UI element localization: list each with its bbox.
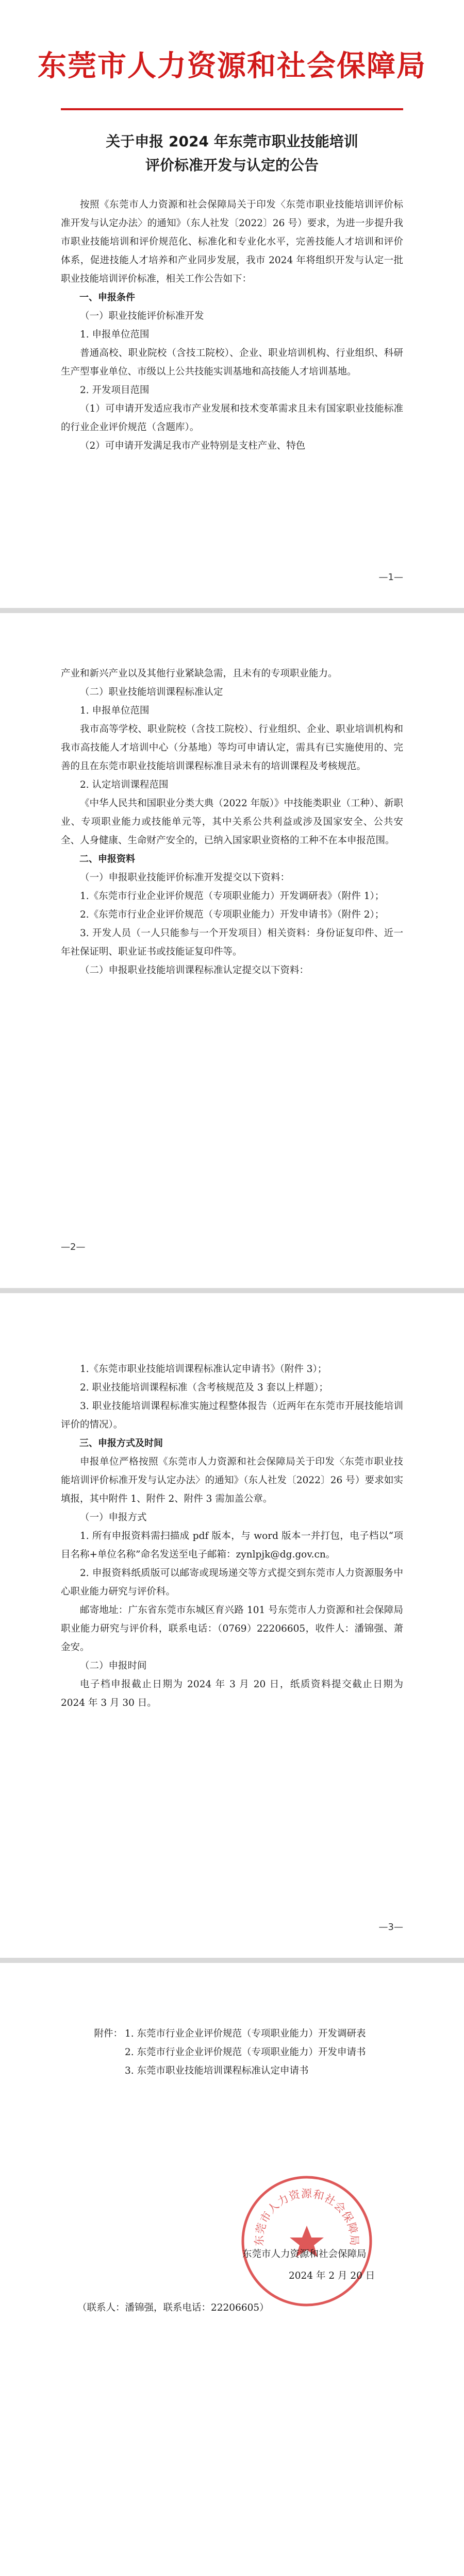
subsection-heading: （一）职业技能评价标准开发 [80,311,204,321]
page-number: —3— [378,1922,403,1933]
page-2-body [61,665,403,980]
subsection-heading: （二）申报职业技能培训课程标准认定提交以下资料： [80,965,309,976]
page-3 [0,1293,464,1958]
paragraph: 2.《东莞市行业企业评价规范（专项职业能力）开发申请书》（附件 2）； [80,909,385,920]
paragraph: 电子档申报截止日期为 2024 年 3 月 20 日，纸质资料提交截止日期为 2024 年 3 月 30 日。 [61,1679,403,1708]
red-separator-line [61,108,403,110]
title-line-2: 评价标准开发与认定的公告 [145,157,319,174]
item-heading: 2. 认定培训课程范围 [80,779,169,790]
item-heading: 2. 开发项目范围 [80,385,150,396]
attachment-item-2: 2. 东莞市行业企业评价规范（专项职业能力）开发申请书 [125,2047,366,2058]
document-title [61,130,403,177]
page-1-body [61,196,403,455]
attachment-item-1: 1. 东莞市行业企业评价规范（专项职业能力）开发调研表 [125,2028,366,2039]
signature-date: 2024 年 2 月 20 日 [289,2270,375,2281]
paragraph: 邮寄地址：广东省东莞市东城区育兴路 101 号东莞市人力资源和社会保障局职业能力研究与评价科，联系电话：（0769）22206605，收件人：潘锦强、萧金安。 [61,1605,403,1653]
section-heading-3: 三、申报方式及时间 [79,1438,163,1449]
page-number: —2— [61,1242,86,1252]
signature-org: 东莞市人力资源和社会保障局 [242,2249,367,2260]
page-2 [0,613,464,1288]
subsection-heading: （一）申报职业技能评价标准开发提交以下资料： [80,872,290,883]
official-seal [237,2172,376,2311]
page-4 [0,1963,464,2576]
page-1 [0,0,464,608]
paragraph: 我市高等学校、职业院校（含技工院校）、行业组织、企业、职业培训机构和我市高技能人才培训中心（分基地）等均可申请认定，需具有已实施使用的、完善的且在东莞市职业技能培训课程标准目录未有的培训课程及考核规范。 [61,724,403,772]
paragraph: 1.《东莞市行业企业评价规范（专项职业能力）开发调研表》（附件 1）； [80,891,385,902]
paragraph: （2）可申请开发满足我市产业特别是支柱产业、特色 [80,440,306,451]
item-heading: 1. 申报单位范围 [80,705,150,716]
seal-text: 东莞市人力资源和社会保障局 [253,2188,361,2246]
section-heading-1: 一、申报条件 [79,292,135,303]
paragraph: 1.《东莞市职业技能培训课程标准认定申请书》（附件 3）； [80,1364,327,1375]
paragraph: 2. 职业技能培训课程标准（含考核规范及 3 套以上样题）； [80,1382,328,1393]
attachments-label: 附件： [94,2028,123,2039]
paragraph: （1）可申请开发适应我市产业发展和技术变革需求且未有国家职业技能标准的行业企业评价规范（含题库）。 [61,403,403,433]
paragraph: 3. 开发人员（一人只能参与一个开发项目）相关资料：身份证复印件、近一年社保证明、职业证书或技能证复印件等。 [61,928,403,957]
contact-info: （联系人：潘锦强，联系电话：22206605） [77,2302,269,2313]
paragraph: 产业和新兴产业以及其他行业紧缺急需，且未有的专项职业能力。 [61,668,338,679]
document-org-header: 东莞市人力资源和社会保障局 [38,49,426,83]
paragraph: 申报单位严格按照《东莞市人力资源和社会保障局关于印发〈东莞市职业技能培训评价标准开发与认定办法〉的通知》（东人社发〔2022〕26 号）要求如实填报，其中附件 1、附件 2、附件 3 需加盖公章。 [61,1456,403,1504]
paragraph: 1. 所有申报资料需扫描成 pdf 版本，与 word 版本一并打包，电子档以“项目名称+单位名称”命名发送至电子邮箱：zynlpjk@dg.gov.cn。 [61,1531,403,1560]
paragraph: 《中华人民共和国职业分类大典（2022 年版）》中技能类职业（工种）、新职业、专项职业能力或技能单元等，其中关系公共利益或涉及国家安全、公共安全、人身健康、生命财产安全的，已纳入国家职业资格的工种不在本申报范围。 [61,798,403,846]
attachment-list [61,2025,403,2080]
attachment-item-3: 3. 东莞市职业技能培训课程标准认定申请书 [125,2065,309,2076]
title-line-1: 关于申报 2024 年东莞市职业技能培训 [106,133,358,150]
attachments-block [61,2025,403,2080]
subsection-heading: （一）申报方式 [80,1512,147,1523]
paragraph: 普通高校、职业院校（含技工院校）、企业、职业培训机构、行业组织、科研生产型事业单位、市级以上公共技能实训基地和高技能人才培训基地。 [61,348,403,377]
page-3-body [61,1360,403,1713]
paragraph: 2. 申报资料纸质版可以邮寄或现场递交等方式提交到东莞市人力资源服务中心职业能力研究与评价科。 [61,1568,403,1597]
item-heading: 1. 申报单位范围 [80,329,150,340]
paragraph: 3. 职业技能培训课程标准实施过程整体报告（近两年在东莞市开展技能培训评价的情况）。 [61,1401,403,1430]
section-heading-2: 二、申报资料 [79,854,135,865]
intro-paragraph: 按照《东莞市人力资源和社会保障局关于印发〈东莞市职业技能培训评价标准开发与认定办法〉的通知》（东人社发〔2022〕26 号）要求，为进一步提升我市职业技能培训和评价规范化、标准化和专业化水平，完善技能人才培训和评价体系，促进技能人才培养和产业同步发展，我市 2024 年将组织开发与认定一批职业技能培训评价标准，相关工作公告如下： [61,199,403,284]
subsection-heading: （二）职业技能培训课程标准认定 [80,687,223,698]
page-number: —1— [378,572,403,583]
subsection-heading: （二）申报时间 [80,1660,147,1671]
